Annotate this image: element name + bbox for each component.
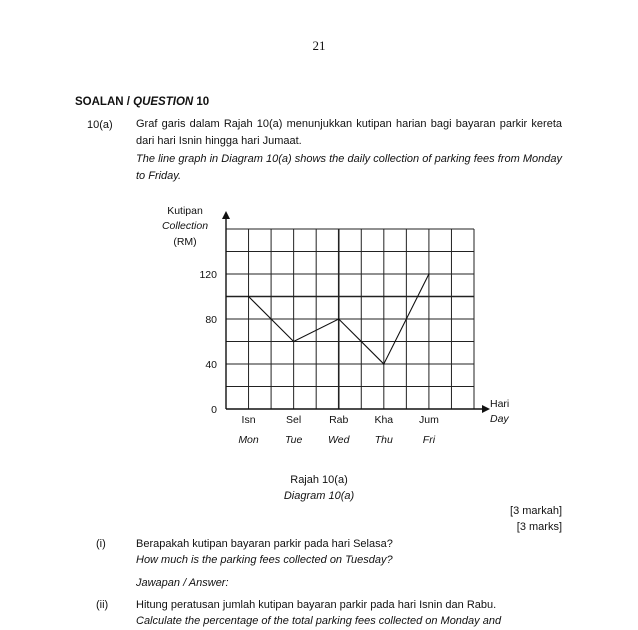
x-tick-label-malay: Kha: [374, 414, 394, 426]
answer-label: Jawapan / Answer:: [136, 577, 229, 589]
sub-ii-label: (ii): [96, 599, 109, 611]
sub-i-english: How much is the parking fees collected on Tuesday?: [136, 554, 393, 566]
y-tick-label: 40: [205, 359, 217, 371]
heading-english: QUESTION: [133, 96, 194, 108]
page-number: 21: [312, 38, 326, 53]
sub-i-label: (i): [96, 538, 106, 550]
sub-ii-malay: Hitung peratusan jumlah kutipan bayaran parkir pada hari Isnin dan Rabu.: [136, 599, 497, 611]
x-tick-label-malay: Jum: [418, 414, 439, 426]
x-tick-label-malay: Sel: [286, 414, 302, 426]
data-point: [428, 273, 430, 275]
part-label: 10(a): [87, 119, 113, 131]
caption-english: Diagram 10(a): [283, 490, 355, 502]
y-tick-label: 80: [205, 314, 217, 326]
x-tick-label-malay: Isn: [241, 414, 256, 426]
x-tick-label-english: Wed: [328, 434, 350, 446]
sub-ii-english: Calculate the percentage of the total parking fees collected on Monday and: [136, 615, 502, 627]
intro-malay: Graf garis dalam Rajah 10(a) menunjukkan kutipan harian bagi bayaran parkir kereta dari hari Isnin hingga hari Jumaat.: [136, 118, 562, 147]
x-tick-label-english: Fri: [422, 434, 436, 446]
ylabel-english: Collection: [161, 220, 209, 232]
marks-malay: [3 markah]: [510, 505, 562, 517]
ylabel-unit: (RM): [173, 236, 197, 248]
x-tick-label-english: Thu: [374, 434, 393, 446]
y-axis-arrow: [222, 211, 230, 219]
x-tick-label-english: Tue: [284, 434, 303, 446]
heading-malay: SOALAN /: [75, 96, 134, 108]
data-point: [293, 341, 295, 343]
x-axis-arrow: [482, 405, 490, 413]
xlabel-malay: Hari: [490, 398, 510, 410]
y-tick-label: 0: [211, 404, 217, 416]
data-point: [248, 296, 250, 298]
intro-english: The line graph in Diagram 10(a) shows the daily collection of parking fees from Monday to Friday.: [136, 153, 562, 182]
xlabel-english: Day: [490, 413, 509, 425]
caption-malay: Rajah 10(a): [290, 474, 348, 486]
y-tick-label: 120: [199, 269, 217, 281]
sub-i-malay: Berapakah kutipan bayaran parkir pada hari Selasa?: [136, 538, 393, 550]
ylabel-malay: Kutipan: [167, 205, 203, 217]
x-tick-label-malay: Rab: [329, 414, 349, 426]
x-tick-label-english: Mon: [238, 434, 259, 446]
heading-number: 10: [193, 96, 210, 108]
marks-english: [3 marks]: [516, 521, 562, 533]
data-point: [338, 318, 340, 320]
data-point: [383, 363, 385, 365]
